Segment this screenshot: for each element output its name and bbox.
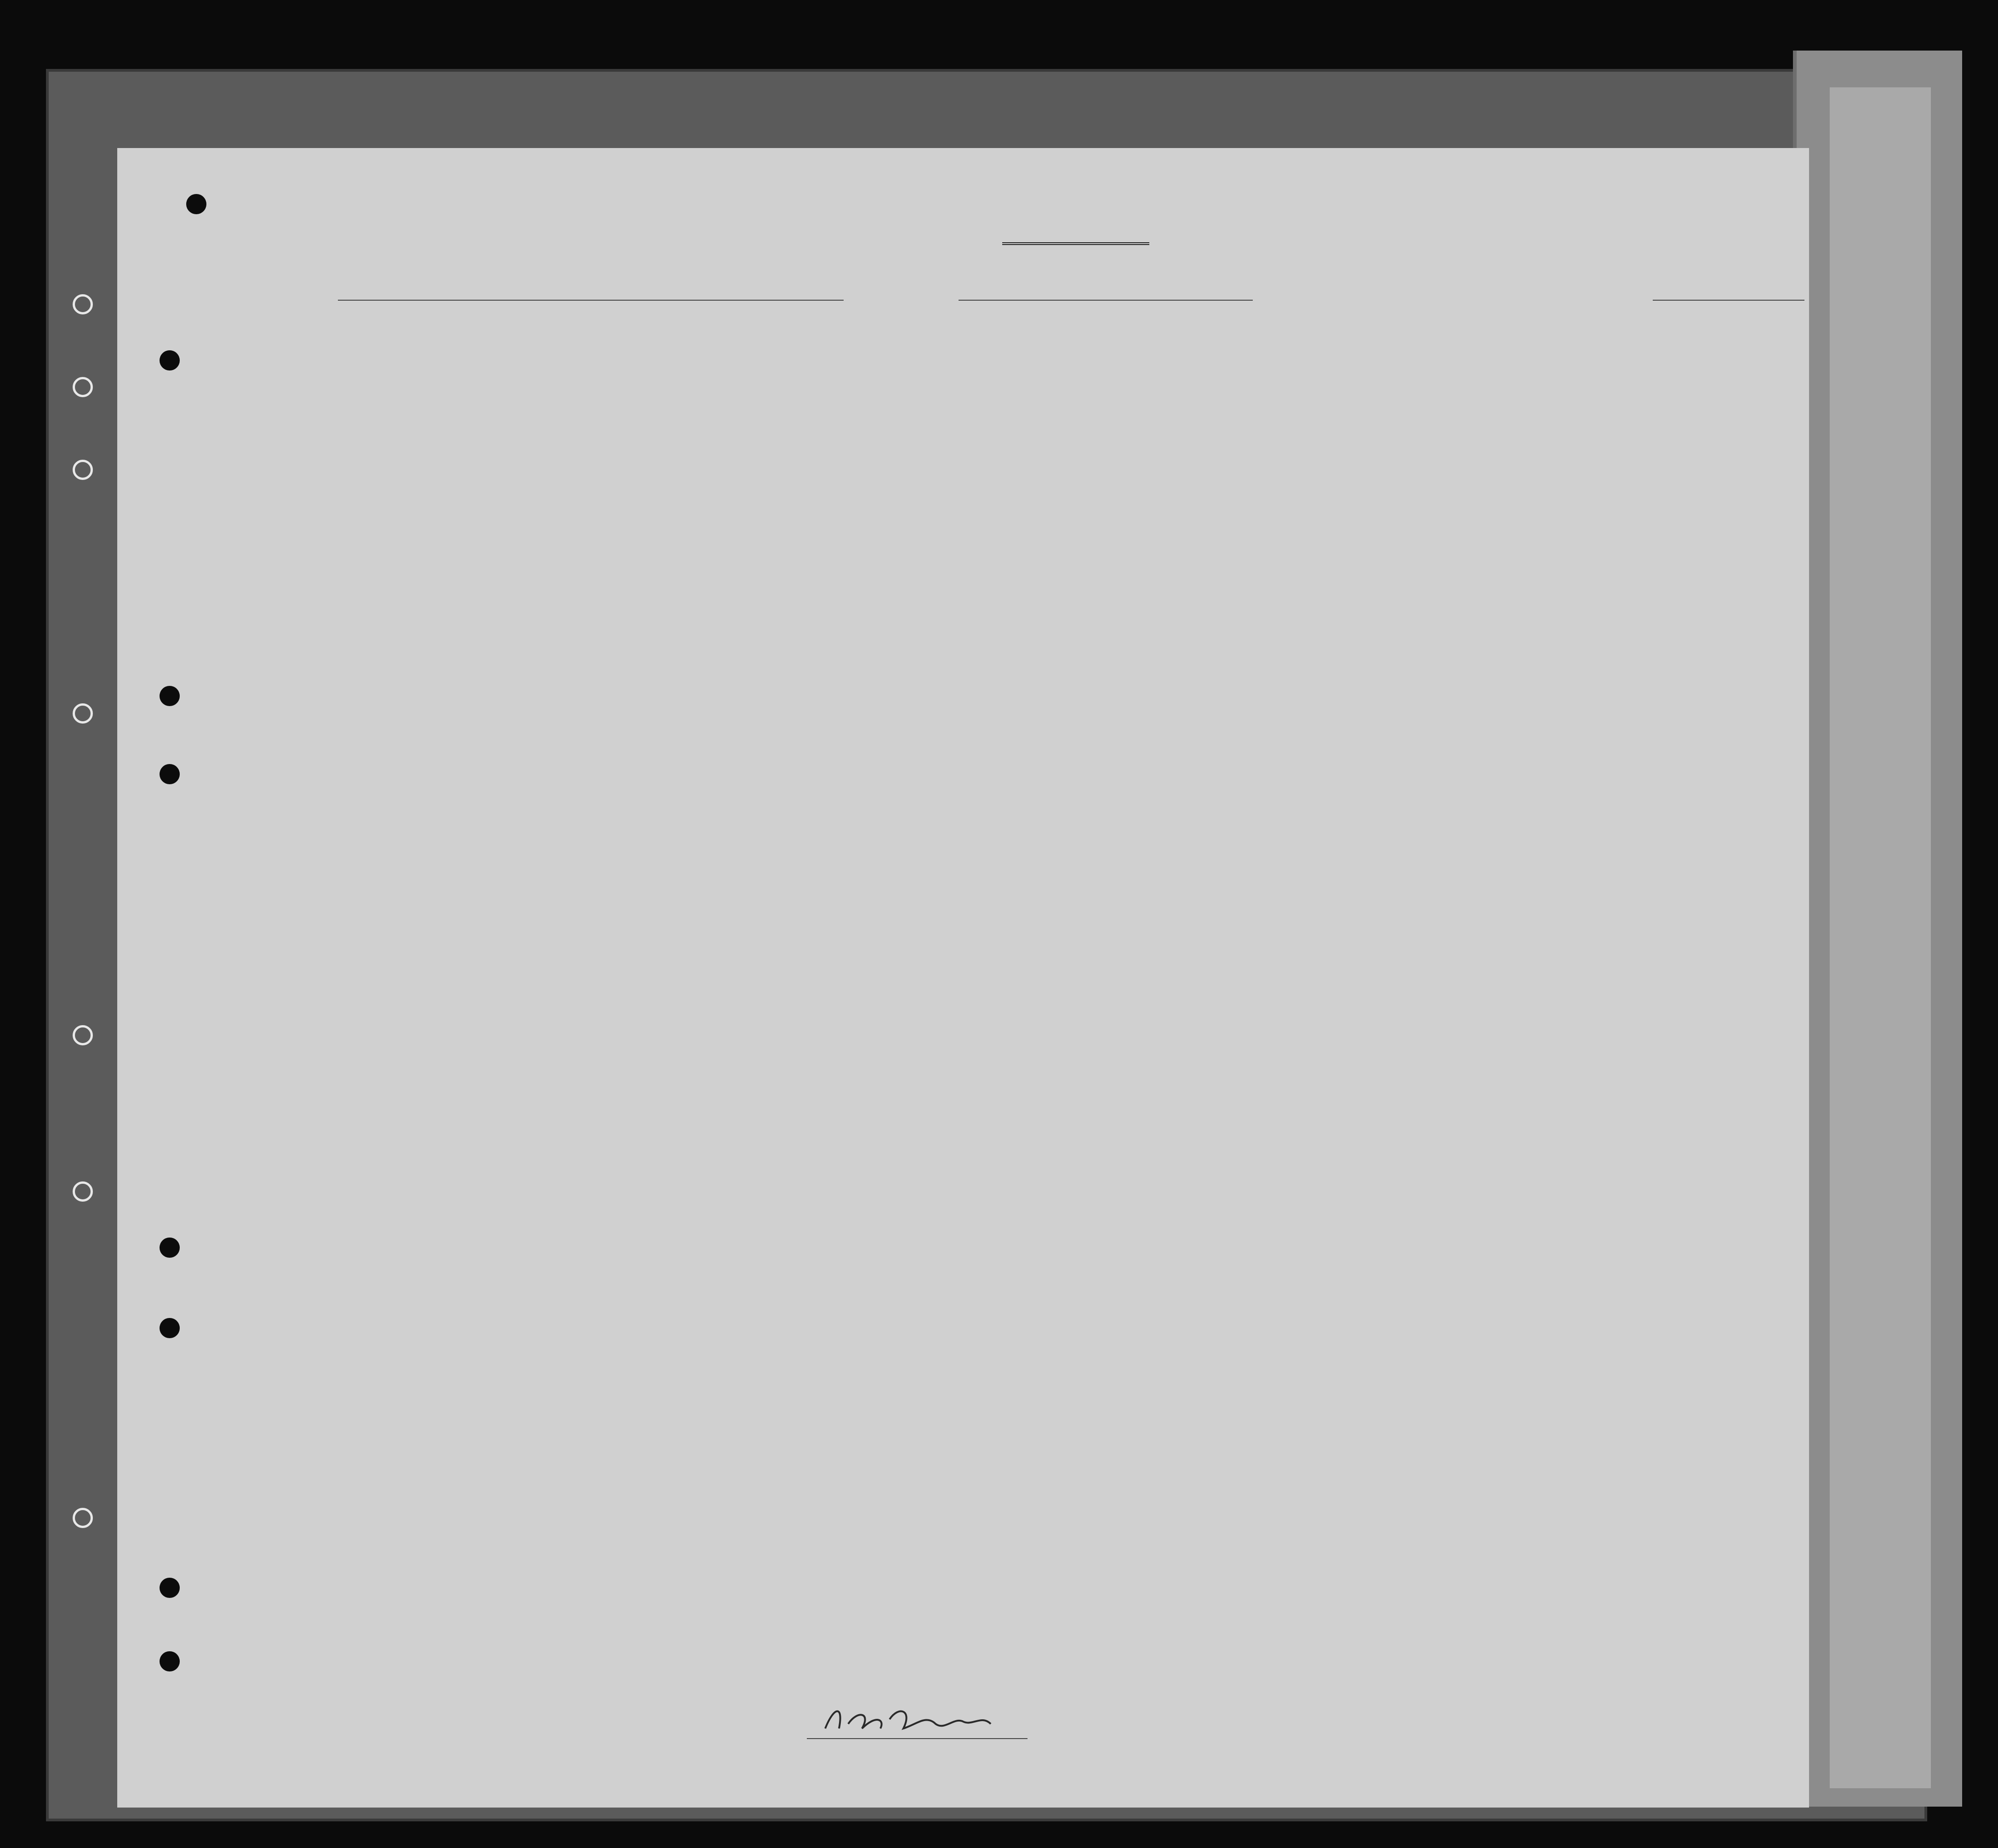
binder-ring [73, 1181, 93, 1202]
page-stack-edge-inner [1830, 87, 1931, 1788]
table-grid [117, 148, 1809, 1808]
binder-ring [73, 294, 93, 314]
binder-ring [73, 703, 93, 724]
manifest-sheet [117, 148, 1809, 1808]
inspector-signature [807, 1696, 1028, 1742]
binder-ring [73, 1508, 93, 1528]
binder-ring [73, 460, 93, 480]
binder-ring [73, 377, 93, 397]
binder-ring [73, 1025, 93, 1045]
